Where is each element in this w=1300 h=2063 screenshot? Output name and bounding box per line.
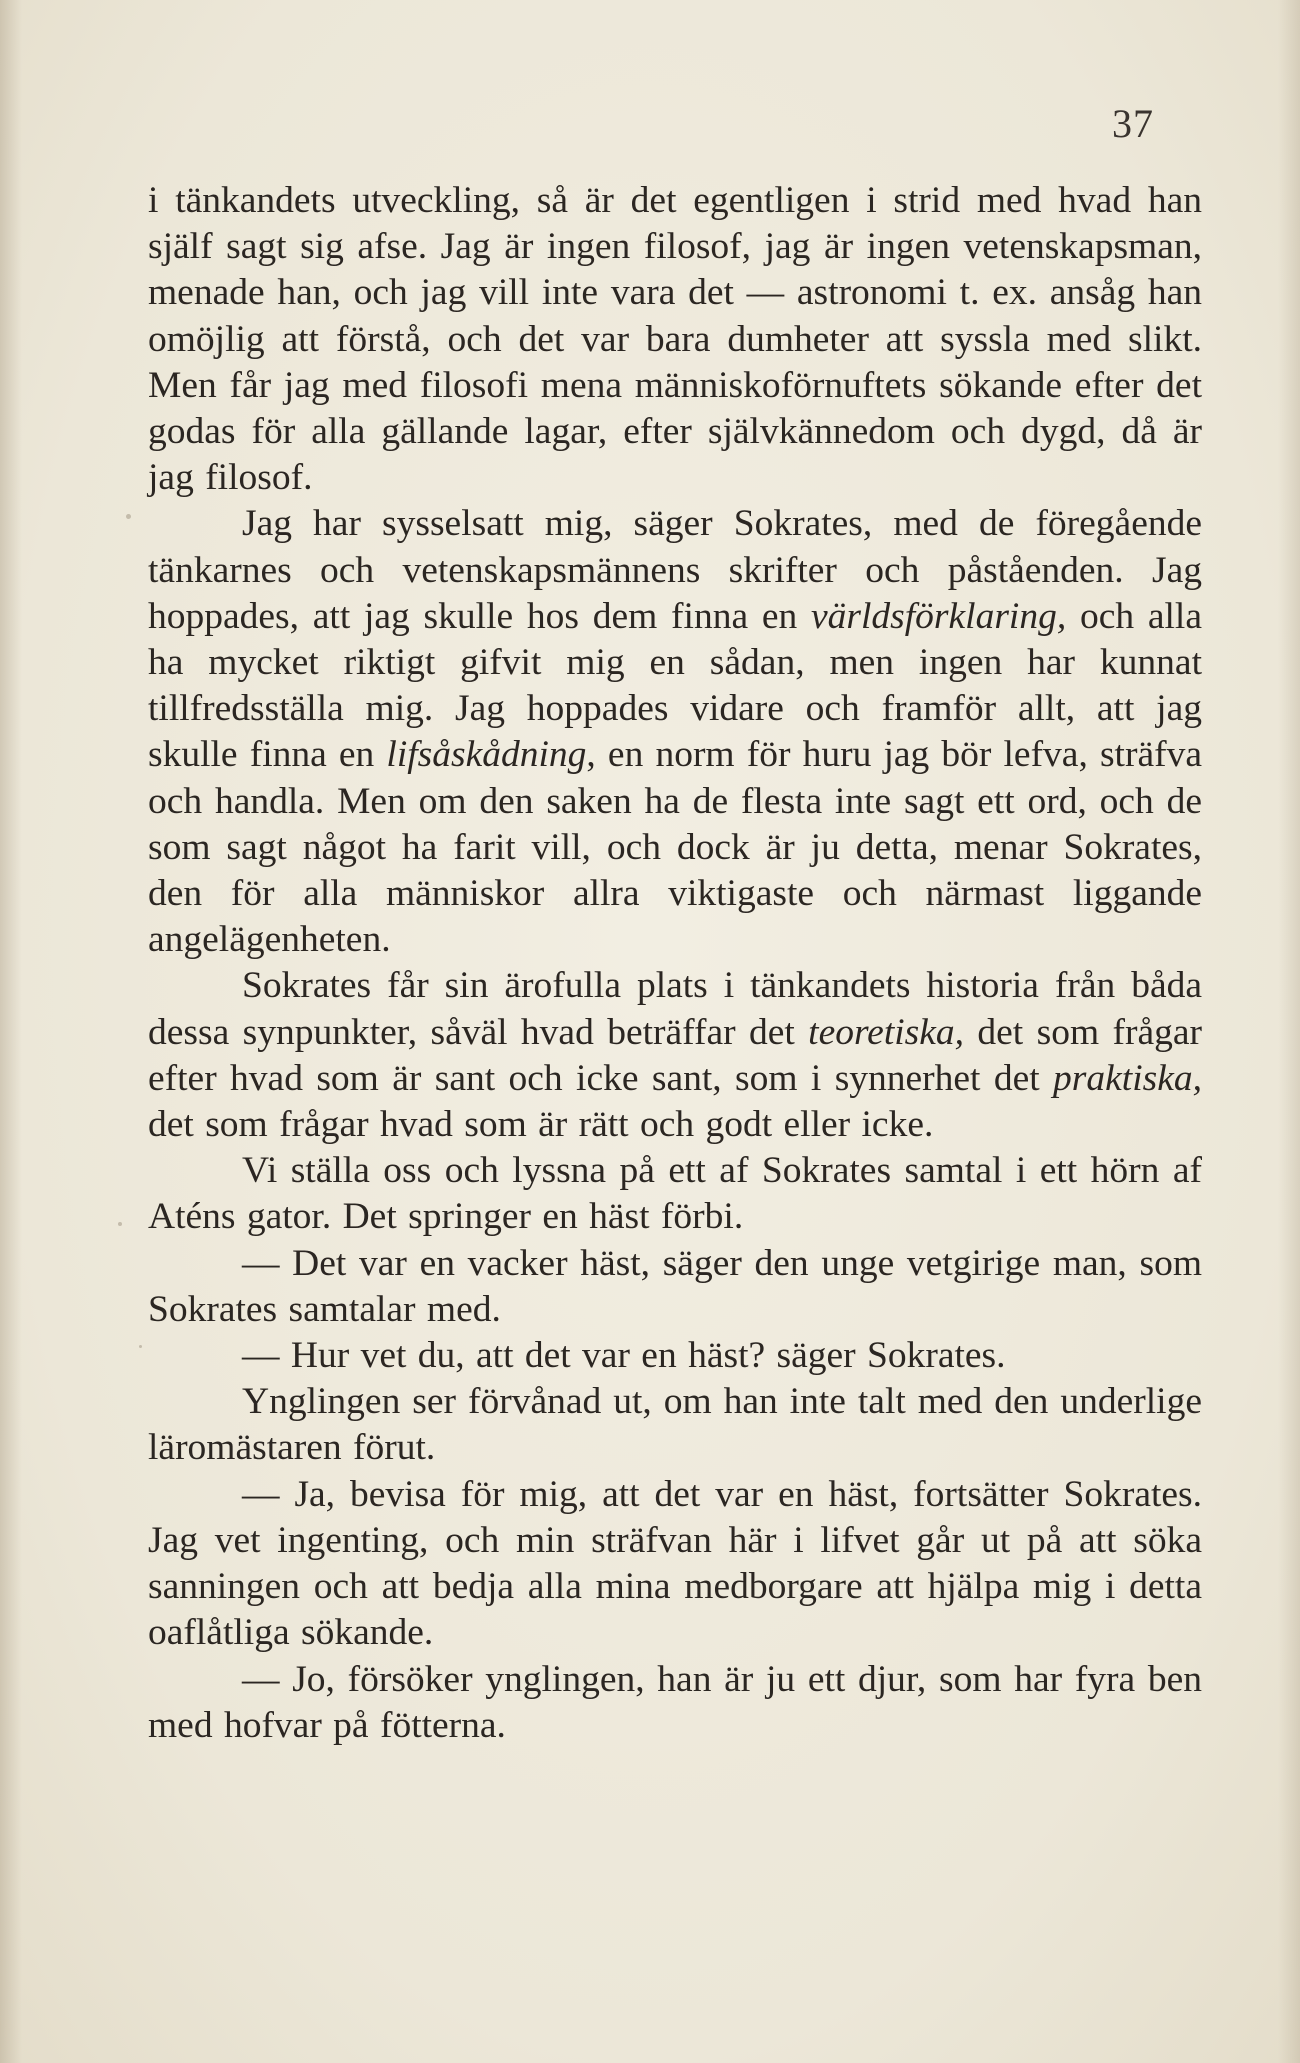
text-run: i tänkandets utveckling, så är det egentligen i strid med hvad han själf sagt sig afse. Jag är ingen filosof, jag är ingen vetenskapsman, menade han, och jag vill inte vara det — astronomi t. ex. ansåg han omöjlig att förstå, och det var bara dumheter att syssla med slikt. Men får jag med filosofi mena människoförnuftets sökande efter det godas för alla gällande lagar, efter självkännedom och dygd, då är jag filosof.: [148, 180, 1202, 499]
text-run: det som frågar efter hvad som är sant och icke sant, som i synnerhet det: [148, 1011, 1202, 1099]
paper-speck: [118, 1222, 122, 1226]
italic-term: teoretiska,: [808, 1011, 965, 1053]
paragraph: [148, 1333, 1202, 1379]
text-run: Vi ställa oss och lyssna på ett af Sokrates samtal i ett hörn af Aténs gator. Det springer en häst förbi.: [148, 1150, 1202, 1238]
paragraph: [148, 1241, 1202, 1333]
text-run: — Jo, försöker ynglingen, han är ju ett djur, som har fyra ben med hofvar på fötterna.: [148, 1658, 1202, 1746]
page-edge-shadow-right: [1278, 0, 1300, 2063]
paragraph: [148, 1379, 1202, 1471]
paragraph: [148, 1472, 1202, 1657]
text-run: — Det var en vacker häst, säger den unge vetgirige man, som Sokrates samtalar med.: [148, 1242, 1202, 1330]
page-edge-shadow-left: [0, 0, 22, 2063]
italic-term: lifsåskådning: [386, 734, 587, 776]
text-run: — Hur vet du, att det var en häst? säger Sokrates.: [242, 1335, 1006, 1377]
text-run: Sokrates får sin ärofulla plats i tänkandets historia från båda dessa synpunkter, såväl hvad beträffar det: [148, 965, 1202, 1053]
paper-speck: [126, 514, 131, 519]
paragraph: [148, 501, 1202, 963]
text-run: det som frågar hvad som är rätt och godt eller icke.: [148, 1104, 934, 1146]
text-run: , en norm för huru jag bör lefva, sträfva och handla. Men om den saken ha de flesta inte sagt ett ord, och de som sagt något ha farit vill, och dock är ju detta, menar Sokrates, den för alla människor allra viktigaste och närmast liggande angelägenheten.: [148, 734, 1202, 961]
text-run: Jag har sysselsatt mig, säger Sokrates, med de föregående tänkarnes och vetenskapsmännens skrifter och påståenden. Jag hoppades, att jag skulle hos dem finna en: [148, 503, 1202, 637]
paragraph: [148, 963, 1202, 1148]
italic-term: praktiska,: [1053, 1057, 1202, 1099]
paragraph: [148, 1148, 1202, 1240]
paragraph: [148, 178, 1202, 501]
paper-speck: [139, 1345, 142, 1348]
body-text: [148, 178, 1202, 1749]
page-number: 37: [1112, 101, 1154, 146]
text-run: — Ja, bevisa för mig, att det var en häst, fortsätter Sokrates. Jag vet ingenting, och min sträfvan här i lifvet går ut på att söka sanningen och att bedja alla mina medborgare att hjälpa mig i detta oaflåtliga sökande.: [148, 1473, 1202, 1654]
paragraph: [148, 1657, 1202, 1749]
italic-term: världsförklaring,: [811, 595, 1067, 637]
text-run: Ynglingen ser förvånad ut, om han inte talt med den underlige läromästaren förut.: [148, 1381, 1202, 1469]
text-run: och alla ha mycket riktigt gifvit mig en sådan, men ingen har kunnat tillfredsställa mig. Jag hoppades vidare och framför allt, att jag skulle finna en: [148, 595, 1202, 776]
